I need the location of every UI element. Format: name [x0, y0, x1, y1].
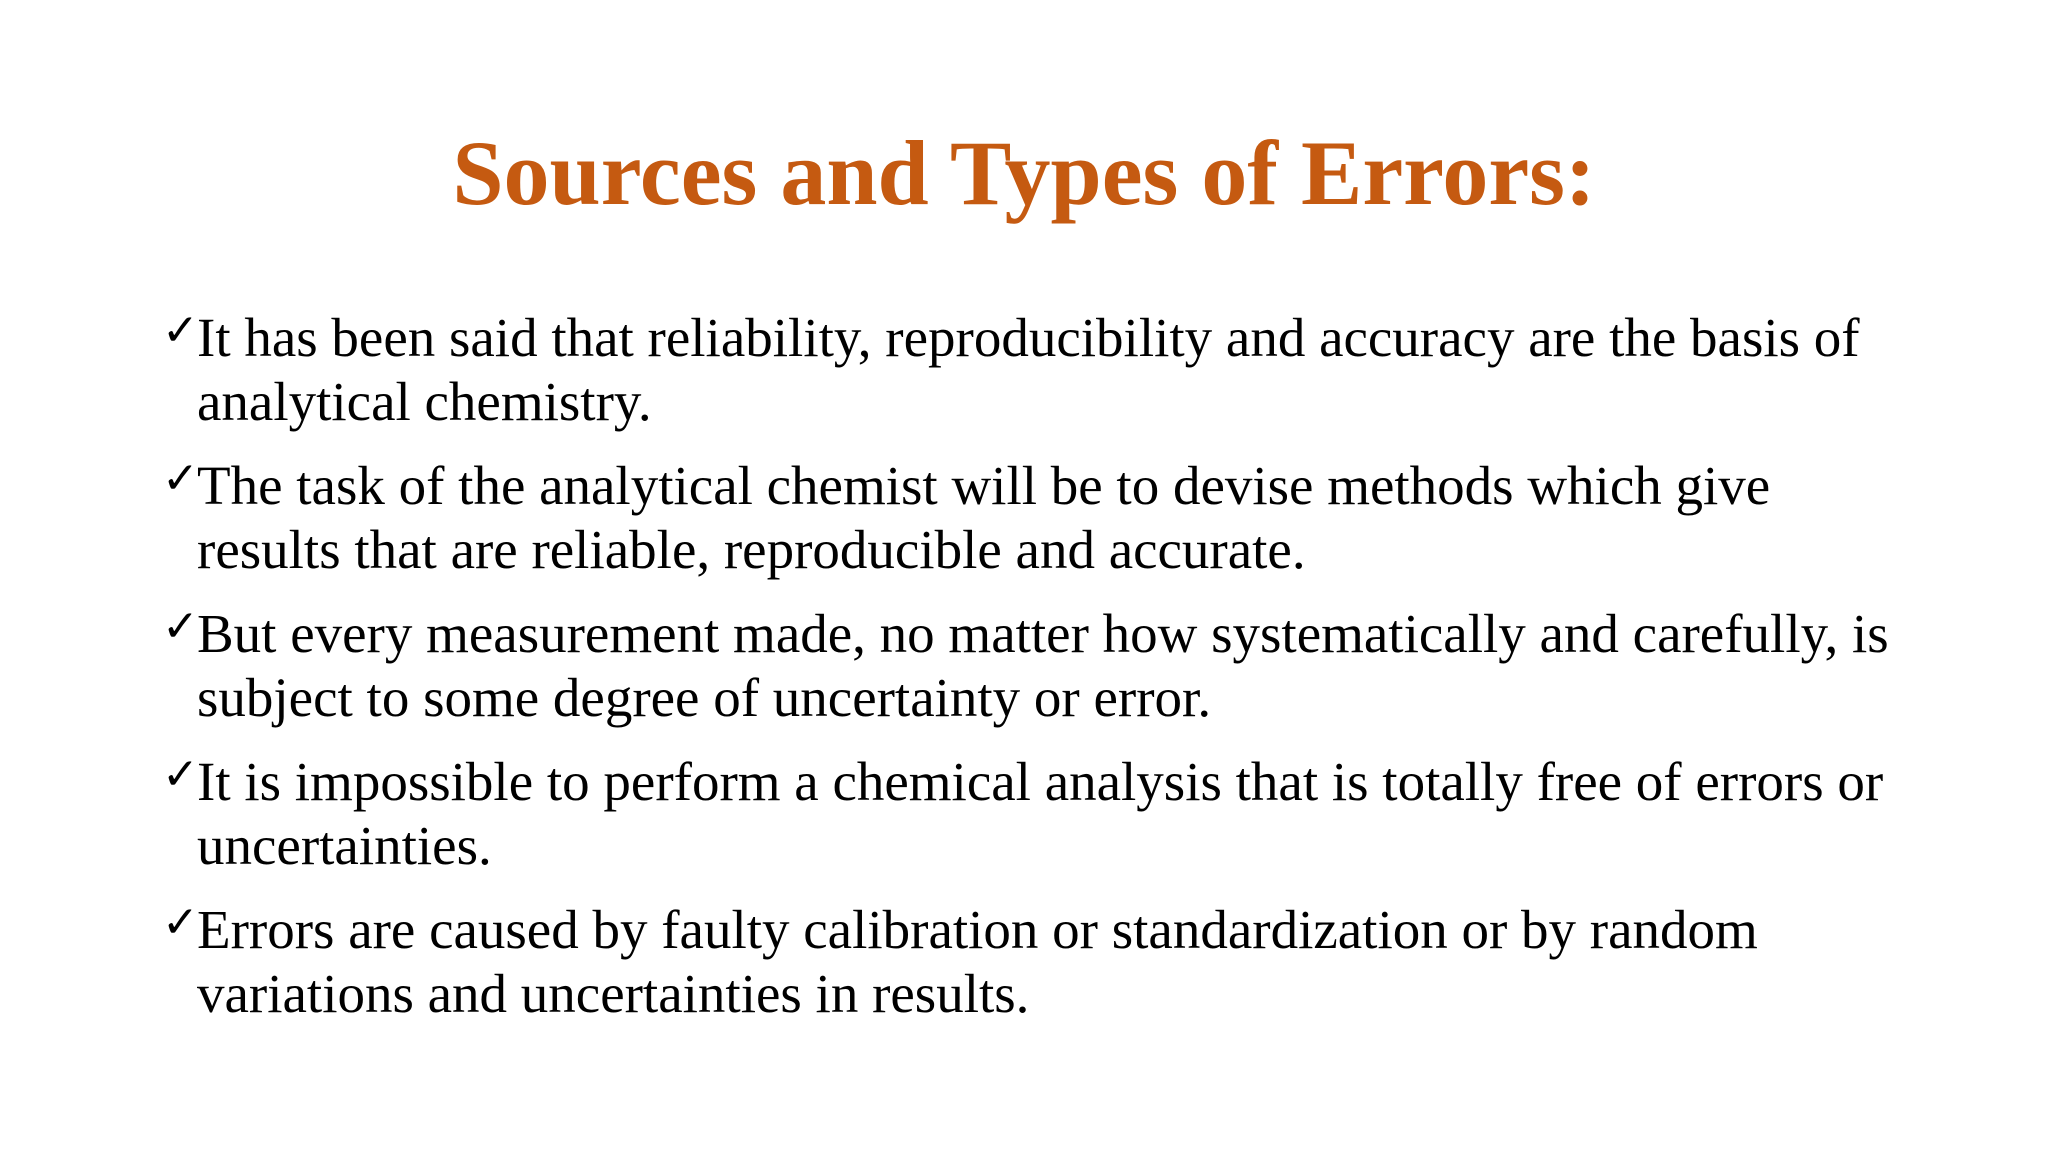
bullet-item — [162, 750, 1922, 878]
bullet-text: Errors are caused by faulty calibration or standardization or by random variations and uncertainties in results. — [197, 899, 1758, 1024]
bullet-list — [162, 306, 1922, 1046]
bullet-text: It has been said that reliability, reproducibility and accuracy are the basis of analytical chemistry. — [197, 307, 1860, 432]
checkmark-icon: ✓ — [162, 897, 199, 948]
checkmark-icon: ✓ — [162, 305, 199, 356]
bullet-item — [162, 898, 1922, 1026]
checkmark-icon: ✓ — [162, 453, 199, 504]
bullet-item — [162, 454, 1922, 582]
checkmark-icon: ✓ — [162, 601, 199, 652]
bullet-text: It is impossible to perform a chemical analysis that is totally free of errors or uncertainties. — [197, 751, 1884, 876]
checkmark-icon: ✓ — [162, 749, 199, 800]
bullet-text: The task of the analytical chemist will be to devise methods which give results that are reliable, reproducible and accurate. — [197, 455, 1771, 580]
bullet-item — [162, 602, 1922, 730]
bullet-item — [162, 306, 1922, 434]
slide-title: Sources and Types of Errors: — [452, 122, 1596, 224]
bullet-text: But every measurement made, no matter how systematically and carefully, is subject to some degree of uncertainty or error. — [197, 603, 1889, 728]
